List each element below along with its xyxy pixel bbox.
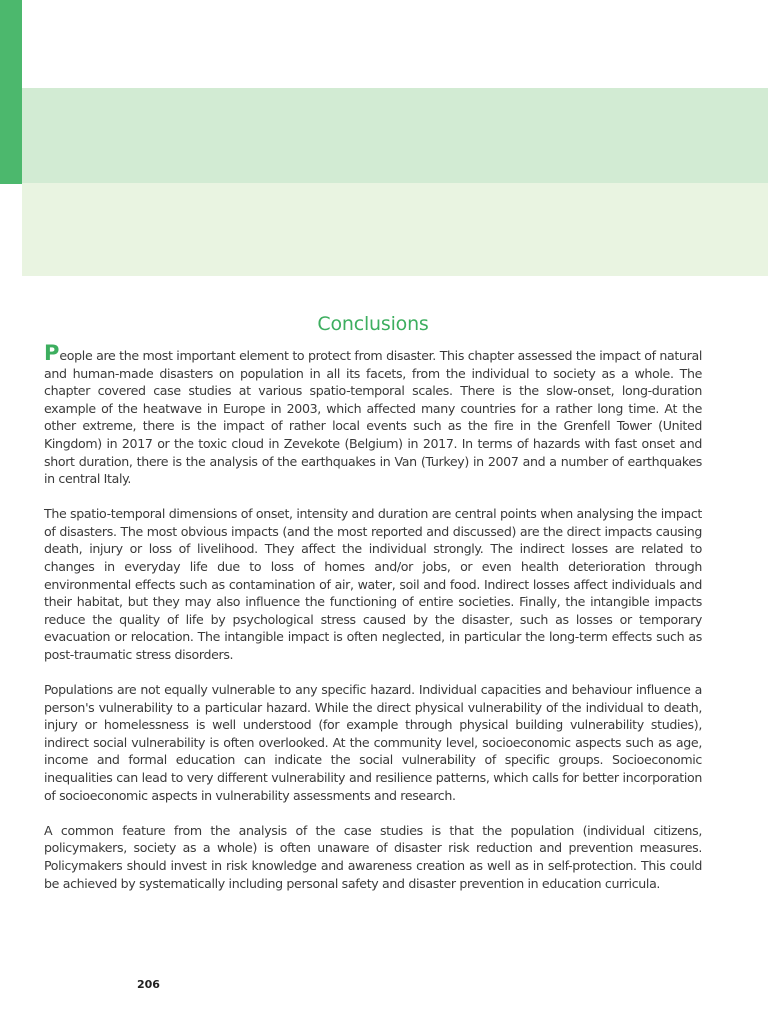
paragraph-1 — [44, 341, 702, 488]
header-band-top — [22, 88, 768, 183]
drop-cap: P — [44, 341, 60, 365]
header-band-bottom — [22, 183, 768, 276]
accent-side-bar — [0, 0, 22, 184]
section-heading: Conclusions — [317, 313, 429, 335]
page-number: 206 — [137, 978, 160, 991]
body-text — [44, 341, 702, 910]
paragraph-1-text: eople are the most important element to protect from disaster. This chapter assessed the impact of natural and human-made disasters on population in all its facets, from the individual to society as a whole. The chapter covered case studies at various spatio-temporal scales. There is the slow-onset, long-duration example of the heatwave in Europe in 2003, which affected many countries for a rather long time. At the other extreme, there is the impact of rather local events such as the fire in the Grenfell Tower (United Kingdom) in 2017 or the toxic cloud in Zevekote (Belgium) in 2017. In terms of hazards with fast onset and short duration, there is the analysis of the earthquakes in Van (Turkey) in 2007 and a number of earthquakes in central Italy. — [44, 348, 702, 487]
paragraph-4: A common feature from the analysis of the case studies is that the population (individual citizens, policymakers, society as a whole) is often unaware of disaster risk reduction and prevention measures. Policymakers should invest in risk knowledge and awareness creation as well as in self-protection. This could be achieved by systematically including personal safety and disaster prevention in education curricula. — [44, 822, 702, 891]
paragraph-2: The spatio-temporal dimensions of onset, intensity and duration are central points when analysing the impact of disasters. The most obvious impacts (and the most reported and discussed) are the direct impacts causing death, injury or loss of livelihood. They affect the individual strongly. The indirect losses are related to changes in everyday life due to loss of homes and/or jobs, or even health deterioration through environmental effects such as contamination of air, water, soil and food. Indirect losses affect individuals and their habitat, but they may also influence the functioning of entire societies. Finally, the intangible impacts reduce the quality of life by psychological stress caused by the disaster, such as losses or temporary evacuation or relocation. The intangible impact is often neglected, in particular the long-term effects such as post-traumatic stress disorders. — [44, 506, 702, 662]
paragraph-3: Populations are not equally vulnerable to any specific hazard. Individual capacities and behaviour influence a person's vulnerability to a particular hazard. While the direct physical vulnerability of the individual to death, injury or homelessness is well understood (for example through physical building vulnerability studies), indirect social vulnerability is often overlooked. At the community level, socioeconomic aspects such as age, income and formal education can indicate the social vulnerability of specific groups. Socioeconomic inequalities can lead to very different vulnerability and resilience patterns, which calls for better incorporation of socioeconomic aspects in vulnerability assessments and research. — [44, 682, 702, 803]
